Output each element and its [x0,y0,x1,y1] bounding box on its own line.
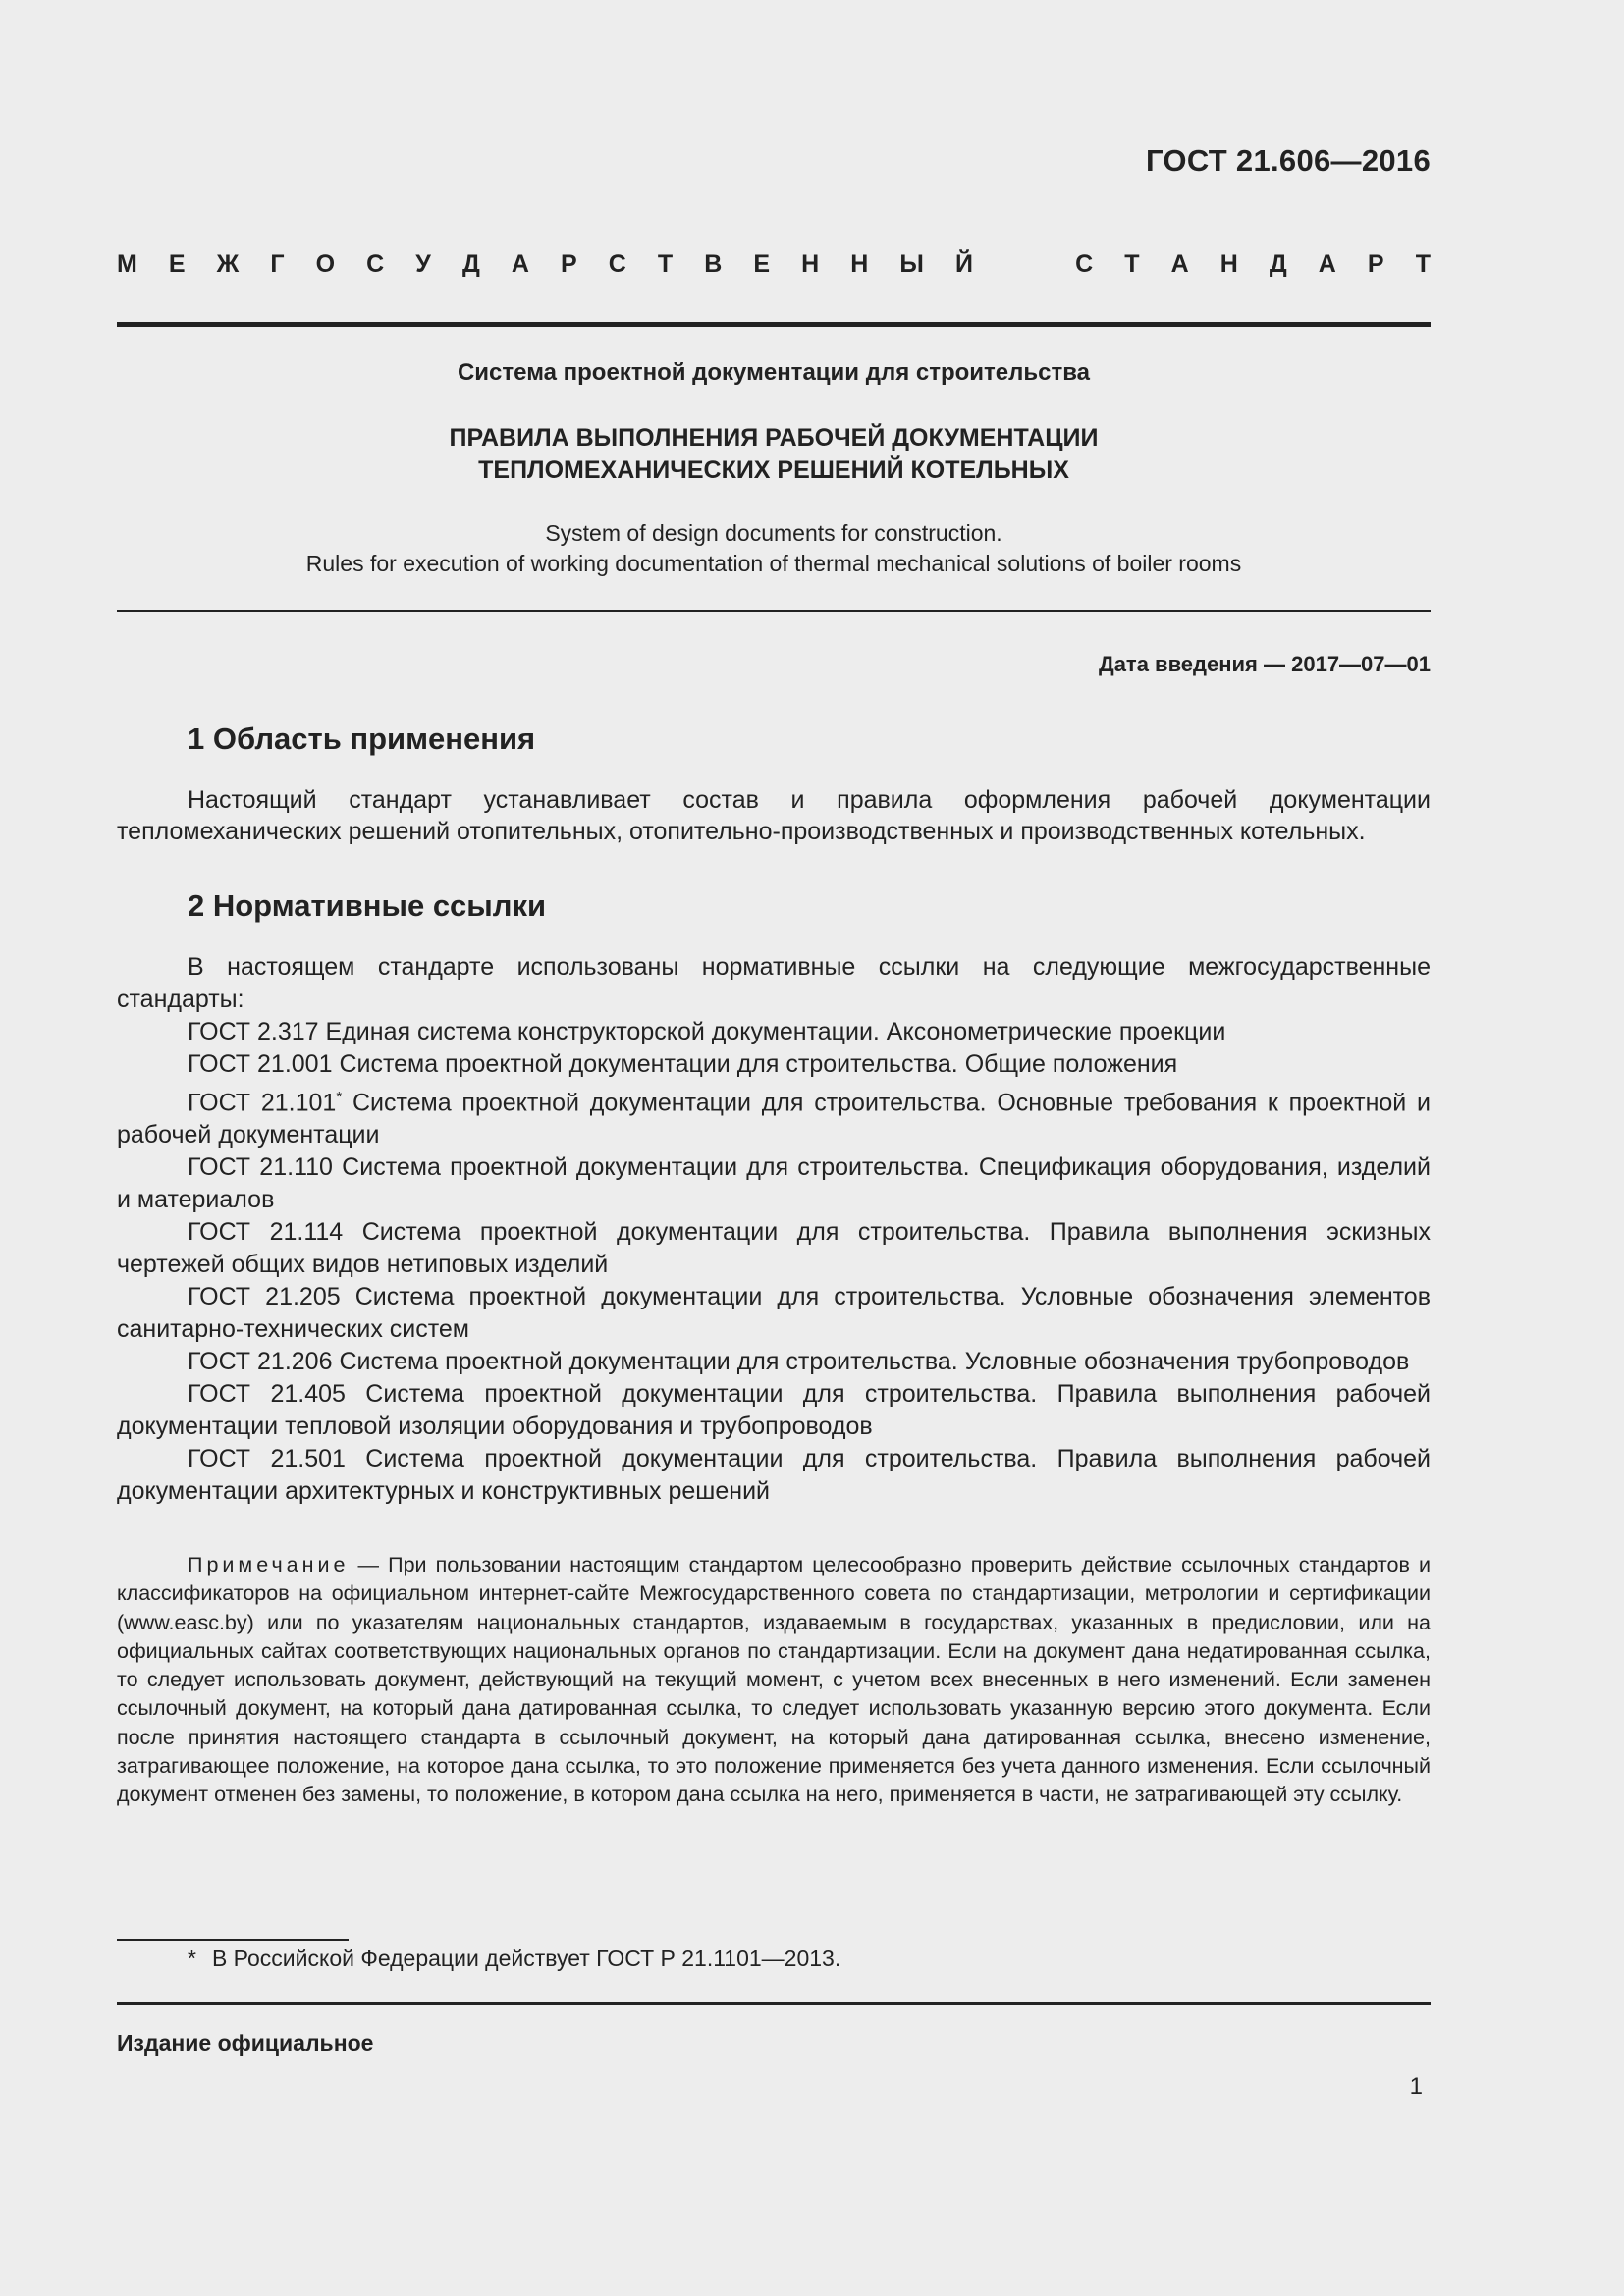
banner-letter: Н [1219,250,1238,278]
footnote-marker: * [336,1089,343,1105]
introduction-date: Дата введения — 2017—07—01 [1099,652,1431,676]
reference-items [117,1016,1431,1508]
banner-letter: М [117,250,137,278]
reference-item [117,1048,1431,1081]
banner-letter: Т [657,250,674,278]
banner-letter: Е [753,250,771,278]
footnote-rule [117,1939,349,1941]
english-title [117,518,1431,579]
banner-letter: О [315,250,336,278]
banner-letter: С [1075,250,1094,278]
title-rule [117,610,1431,612]
reference-item [117,1151,1431,1216]
reference-code: ГОСТ 21.001 [188,1050,333,1078]
banner-letter: А [1318,250,1336,278]
banner-letter: С [366,250,385,278]
reference-title: Система проектной документации для строительства. Спецификация оборудования, изделий и материалов [117,1153,1431,1214]
reference-code: ГОСТ 21.206 [188,1348,333,1376]
reference-code: ГОСТ 21.501 [188,1445,346,1473]
document-page [117,0,1431,2296]
reference-item [117,1443,1431,1508]
reference-code: ГОСТ 21.114 [188,1218,344,1247]
section-heading: 1 Область применения [188,721,536,756]
reference-code: ГОСТ 21.101 [188,1089,337,1117]
reference-item [117,1378,1431,1443]
banner-letter: В [704,250,723,278]
document-code: ГОСТ 21.606—2016 [1145,143,1431,178]
banner-letter: Й [954,250,973,278]
references-list [117,951,1431,1508]
banner-letter: С [608,250,626,278]
reference-code: ГОСТ 21.205 [188,1283,341,1311]
reference-title: Система проектной документации для строительства. Основные требования к проектной и рабочей документации [117,1089,1431,1149]
banner-letter: Р [560,250,577,278]
section-body [117,784,1431,847]
reference-code: ГОСТ 2.317 [188,1018,319,1045]
banner-letter: Д [1269,250,1287,278]
banner-letter: Ы [899,250,924,278]
reference-code: ГОСТ 21.110 [188,1153,333,1182]
reference-item [117,1216,1431,1281]
english-title-line: Rules for execution of working documentation of thermal mechanical solutions of boiler rooms [305,551,1242,576]
reference-item [117,1081,1431,1151]
english-title-line: System of design documents for construction. [545,520,1002,546]
banner-letter: Н [850,250,869,278]
page-number: 1 [1409,2073,1423,2100]
edition-label: Издание официальное [117,2030,374,2056]
reference-title: Система проектной документации для строительства. Условные обозначения элементов санитарно-технических систем [117,1283,1431,1344]
reference-title: Система проектной документации для строительства. Правила выполнения эскизных чертежей общих видов нетиповых изделий [117,1218,1431,1279]
reference-title: Система проектной документации для строительства. Правила выполнения рабочей документации архитектурных и конструктивных решений [117,1445,1431,1506]
title-line: ТЕПЛОМЕХАНИЧЕСКИХ РЕШЕНИЙ КОТЕЛЬНЫХ [478,456,1069,484]
reference-title: Единая система конструкторской документации. Аксонометрические проекции [325,1018,1226,1045]
note-label: Примечание [188,1553,350,1576]
reference-code: ГОСТ 21.405 [188,1380,346,1409]
footer-rule [117,2002,1431,2005]
note-paragraph [117,1551,1431,1810]
banner-letter: Д [461,250,480,278]
reference-item [117,1281,1431,1346]
banner-letter: А [511,250,529,278]
footnote [188,1946,840,1972]
footnote-text: В Российской Федерации действует ГОСТ Р 21.1101—2013. [211,1946,841,1971]
standard-banner [117,250,1431,279]
note-text: — При пользовании настоящим стандартом целесообразно проверить действие ссылочных стандартов и классификаторов на официальном интернет-сайте Межгосударственного совета по стандартизации, метрологии и сертификации (www.easc.by) или по указателям национальных стандартов, издаваемым в государствах, указанных в предисловии, или на официальных сайтах соответствующих национальных органов по стандартизации. Если на документ дана недатированная ссылка, то следует использовать документ, действующий на текущий момент, с учетом всех внесенных в него изменений. Если заменен ссылочный документ, на который дана датированная ссылка, то следует использовать указанную версию этого документа. Если после принятия настоящего стандарта в ссылочный документ, на который дана датированная ссылка, внесено изменение, затрагивающее положение, на которое дана ссылка, то это положение применяется без учета данного изменения. Если ссылочный документ отменен без замены, то положение, в котором дана ссылка на него, применяется в части, не затрагивающей эту ссылку. [117,1553,1431,1807]
banner-letter: У [415,250,431,278]
banner-letter: Н [801,250,820,278]
reference-title: Система проектной документации для строительства. Правила выполнения рабочей документации тепловой изоляции оборудования и трубопроводов [117,1380,1431,1441]
title-line: ПРАВИЛА ВЫПОЛНЕНИЯ РАБОЧЕЙ ДОКУМЕНТАЦИИ [449,424,1099,452]
banner-gap [1004,250,1044,279]
note [117,1551,1431,1810]
footnote-mark: * [188,1946,196,1971]
banner-letter: Т [1124,250,1140,278]
banner-letter: Р [1367,250,1384,278]
banner-letter: Е [168,250,186,278]
banner-letter: Ж [216,250,240,278]
banner-letter: А [1170,250,1189,278]
reference-item [117,1016,1431,1048]
banner-letter: Г [270,250,285,278]
section-heading: 2 Нормативные ссылки [188,888,547,923]
paragraph: Настоящий стандарт устанавливает состав и правила оформления рабочей документации тепломеханических решений отопительных, отопительно-производственных и производственных котельных. [117,786,1431,845]
banner-letter: Т [1415,250,1431,278]
reference-title: Система проектной документации для строительства. Общие положения [339,1050,1178,1078]
header-rule [117,322,1431,327]
reference-title: Система проектной документации для строительства. Условные обозначения трубопроводов [339,1348,1410,1376]
document-title [117,422,1431,487]
references-intro: В настоящем стандарте использованы нормативные ссылки на следующие межгосударственные стандарты: [117,953,1431,1013]
reference-item [117,1346,1431,1378]
series-title: Система проектной документации для строительства [457,359,1091,386]
